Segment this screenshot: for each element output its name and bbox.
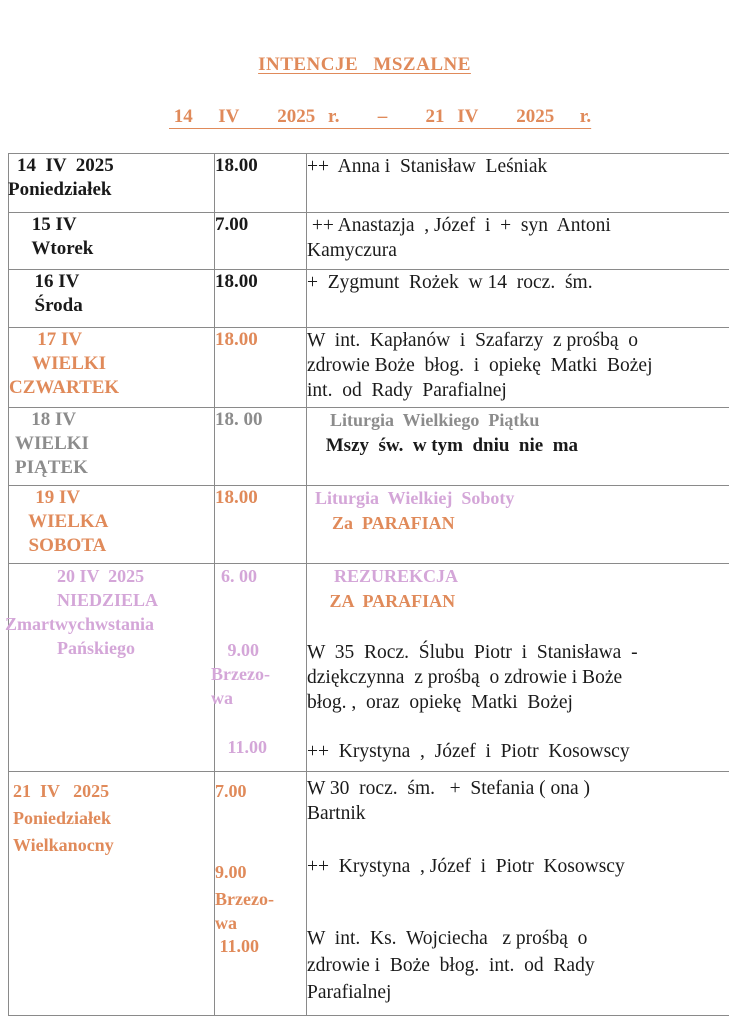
intention-text: W int. Kapłanów i Szafarzy z prośbą o [307, 330, 639, 351]
intention-text: ++ Anastazja , Józef i + syn Antoni [307, 215, 611, 236]
mass-time: 18.00 [215, 487, 258, 508]
mass-time: 6. 00 [221, 566, 257, 586]
day-name: WIELKI [23, 353, 107, 374]
mass-time: 18.00 [215, 329, 258, 350]
no-mass-note: Mszy św. w tym dniu nie ma [321, 435, 579, 456]
day-cell [9, 486, 215, 564]
day-name: SOBOTA [19, 535, 107, 556]
spacer [307, 614, 729, 640]
spacer [215, 588, 306, 613]
intention-text: W 30 rocz. śm. + Stefania ( ona ) [307, 778, 591, 799]
table-row [9, 408, 729, 486]
intention-text: dziękczynna z prośbą o zdrowie i Boże [307, 667, 623, 688]
day-date: 16 IV [25, 271, 80, 292]
spacer [307, 715, 729, 739]
intention-cell [307, 154, 729, 213]
intention-text: ++ Krystyna , Józef i Piotr Kosowscy [307, 856, 625, 877]
table-row [9, 486, 729, 564]
date-range-text: 14 IV 2025 r. – 21 IV 2025 r. [169, 106, 592, 127]
time-cell [215, 328, 307, 408]
mass-time: 18.00 [215, 155, 258, 176]
mass-time: 7.00 [215, 214, 249, 235]
table-row [9, 154, 729, 213]
day-cell [9, 270, 215, 328]
day-date: 18 IV [17, 409, 77, 430]
time-cell [215, 213, 307, 270]
day-name: Zmartwychwstania [5, 614, 154, 634]
intention-text: ++ Anna i Stanisław Leśniak [307, 156, 548, 177]
day-name: WIELKI [15, 433, 89, 454]
day-date: 20 IV 2025 [39, 566, 145, 586]
title-text: INTENCJE MSZALNE [258, 54, 471, 75]
spacer [307, 826, 729, 854]
time-cell [215, 486, 307, 564]
intention-text: ++ Krystyna , Józef i Piotr Kosowscy [307, 741, 630, 762]
day-date: 19 IV [21, 487, 81, 508]
spacer [215, 805, 306, 859]
intention-cell [307, 270, 729, 328]
mass-time: 9.00 [223, 640, 259, 660]
mass-location: wa [211, 688, 233, 708]
time-cell [211, 564, 307, 772]
spacer [215, 710, 306, 735]
intention-cell [307, 772, 729, 1016]
table-row [9, 270, 729, 328]
liturgy-label: Liturgia Wielkiego Piątku [321, 410, 540, 430]
intention-text: Kamyczura [307, 240, 397, 261]
table-row [9, 328, 729, 408]
time-cell [215, 270, 307, 328]
day-cell [9, 213, 215, 270]
intention-cell [307, 564, 729, 772]
day-name: Środa [25, 295, 83, 316]
liturgy-label: Liturgia Wielkiej Soboty [315, 488, 515, 508]
intention-text: W 35 Rocz. Ślubu Piotr i Stanisława - [307, 642, 638, 663]
day-cell [9, 328, 215, 408]
day-date: 15 IV [27, 214, 77, 235]
mass-time: 9.00 [215, 862, 247, 882]
day-name: PIĄTEK [15, 457, 88, 478]
resurrection-label: REZUREKCJA [307, 566, 459, 586]
day-name: Wtorek [27, 238, 94, 259]
day-cell [5, 564, 215, 772]
day-name: Pańskiego [39, 638, 136, 658]
mass-time: 11.00 [223, 737, 268, 757]
mass-time: 18.00 [215, 271, 258, 292]
day-cell [9, 154, 215, 213]
day-name: WIELKA [19, 511, 109, 532]
intention-cell [307, 328, 729, 408]
intention-text: Za PARAFIAN [323, 513, 455, 533]
day-name: Poniedziałek [13, 808, 111, 828]
intention-cell [307, 213, 729, 270]
mass-location: Brzezo- [215, 889, 274, 909]
mass-time: 18. 00 [215, 409, 263, 430]
day-cell [9, 772, 215, 1016]
day-date: 21 IV 2025 [13, 781, 110, 801]
time-cell [215, 154, 307, 213]
intention-text: + Zygmunt Rożek w 14 rocz. śm. [307, 272, 593, 293]
intention-text: Parafialnej [307, 982, 392, 1003]
intention-text: W int. Ks. Wojciecha z prośbą o [307, 928, 588, 949]
day-date: 14 IV 2025 [17, 155, 114, 176]
intention-cell [307, 486, 729, 564]
intention-text: Bartnik [307, 803, 366, 824]
mass-intentions-table [5, 153, 729, 1016]
mass-location: Brzezo- [211, 664, 270, 684]
intention-text: zdrowie Boże błog. i opiekę Matki Bożej [307, 355, 653, 376]
time-cell [215, 772, 307, 1016]
day-name: CZWARTEK [9, 377, 120, 398]
intention-text: int. od Rady Parafialnej [307, 380, 507, 401]
day-name: NIEDZIELA [39, 590, 159, 610]
mass-location: wa [215, 913, 237, 933]
day-date: 17 IV [23, 329, 83, 350]
table-row [9, 213, 729, 270]
document-title [0, 54, 729, 76]
mass-time: 11.00 [215, 936, 260, 956]
time-cell [215, 408, 307, 486]
intention-text: zdrowie i Boże błog. int. od Rady [307, 955, 595, 976]
day-name: Poniedziałek [8, 179, 112, 200]
intention-cell [307, 408, 729, 486]
spacer [307, 879, 729, 925]
table-row [9, 564, 729, 772]
spacer [215, 613, 306, 638]
day-cell [9, 408, 215, 486]
intention-text: błog. , oraz opiekę Matki Bożej [307, 692, 573, 713]
mass-time: 7.00 [215, 781, 247, 801]
day-name: Wielkanocny [13, 835, 114, 855]
date-range [169, 106, 591, 128]
table-row [9, 772, 729, 1016]
intention-text: ZA PARAFIAN [307, 591, 456, 611]
